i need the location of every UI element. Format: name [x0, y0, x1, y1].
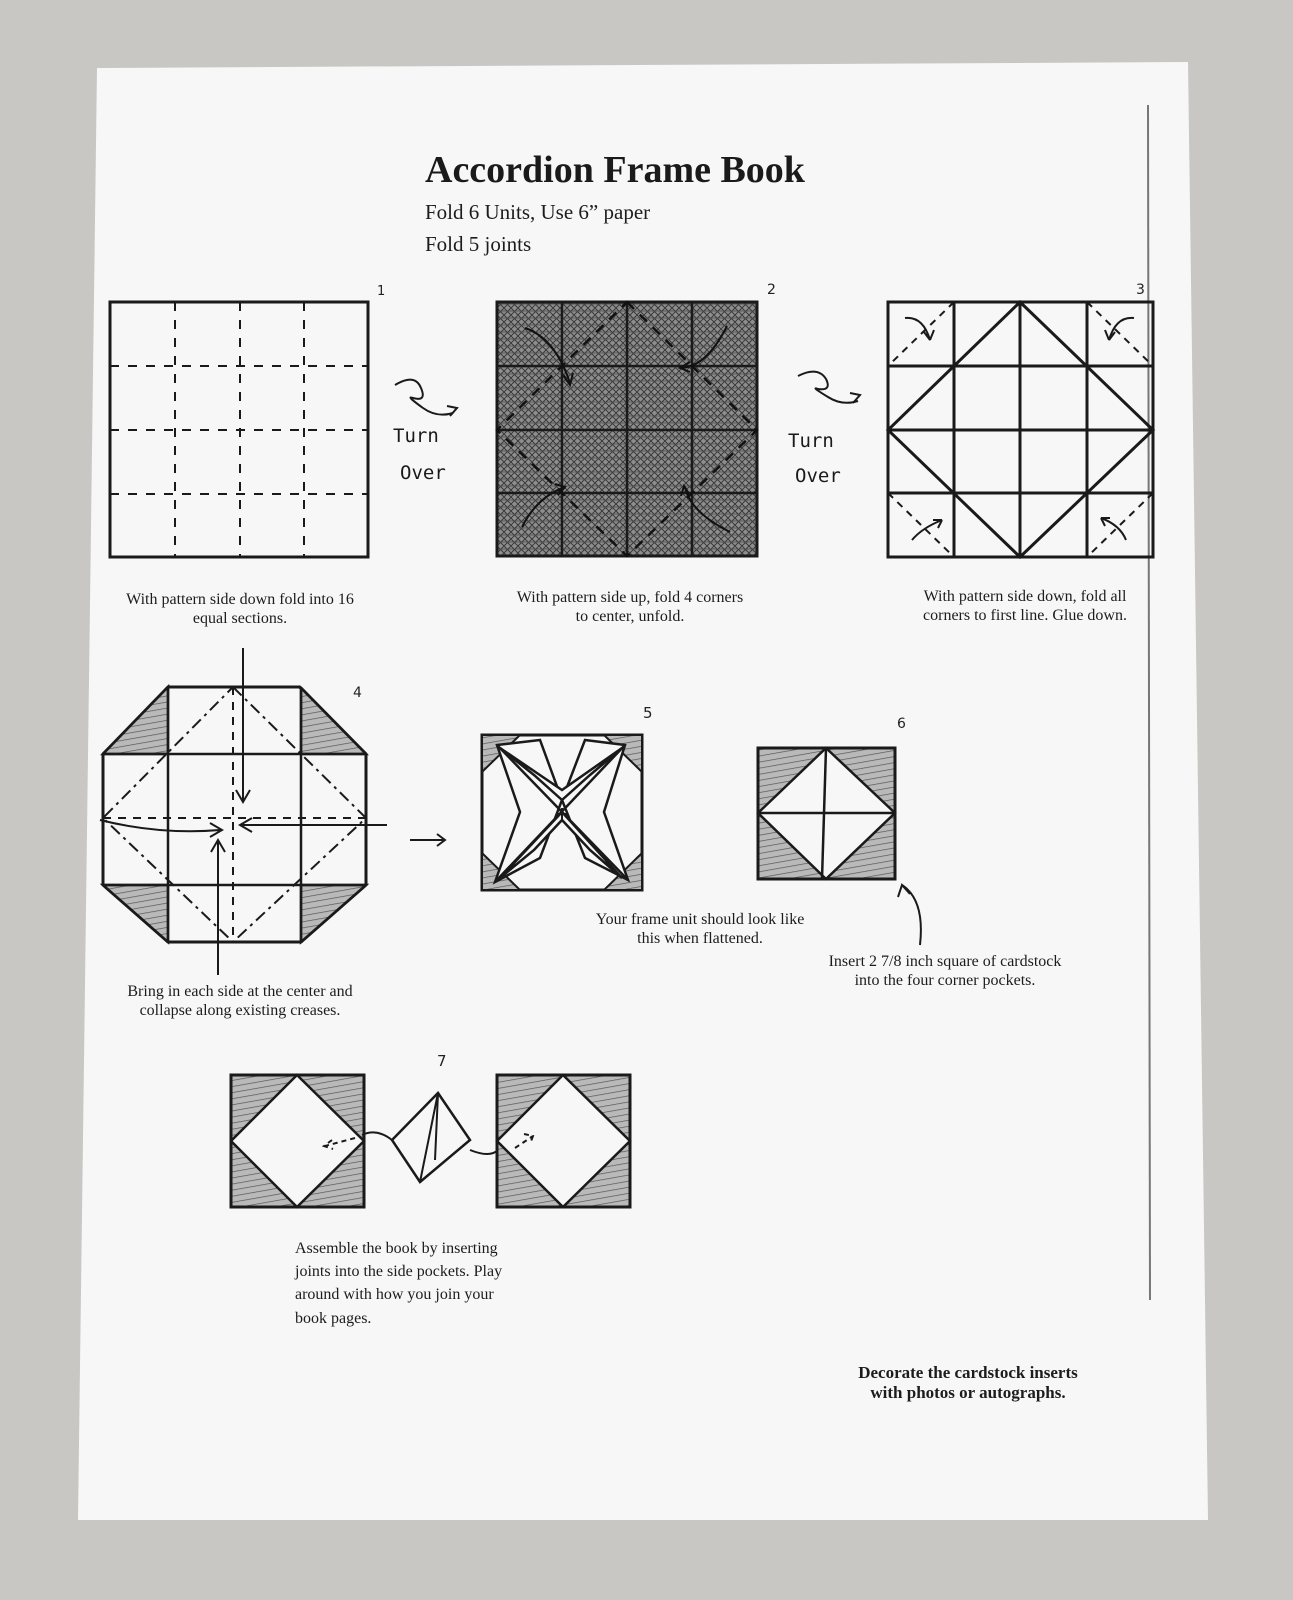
subtitle-line-2: Fold 5 joints [425, 232, 532, 256]
step-2-diagram [497, 302, 757, 556]
step-1-caption: With pattern side down fold into 16 equal sections. [126, 591, 354, 628]
turn-over-label-2a: Turn [788, 430, 834, 452]
footer-note: Decorate the cardstock inserts with photos or autographs. [858, 1363, 1078, 1403]
step-3-number: 3 [1136, 282, 1145, 298]
step-3-caption: With pattern side down, fold all corners to first line. Glue down. [923, 588, 1127, 625]
step-6-caption: Insert 2 7/8 inch square of cardstock into the four corner pockets. [828, 953, 1062, 990]
step-4-caption: Bring in each side at the center and collapse along existing creases. [127, 983, 353, 1020]
step-1-number: 1 [377, 284, 386, 299]
step-5-caption: Your frame unit should look like this when flattened. [595, 911, 805, 948]
step-6-number: 6 [897, 716, 906, 732]
step-2-number: 2 [767, 282, 776, 298]
turn-over-label-1a: Turn [393, 425, 439, 447]
step-7-number: 7 [437, 1052, 447, 1070]
step-5-number: 5 [643, 704, 653, 722]
step-7-caption: Assemble the book by inserting joints into the side pockets. Play around with how you join your book pages. [295, 1240, 503, 1327]
step-2-caption: With pattern side up, fold 4 corners to center, unfold. [516, 589, 744, 626]
turn-over-label-2b: Over [795, 465, 841, 487]
page-title: Accordion Frame Book [425, 149, 805, 191]
step-4-number: 4 [353, 685, 362, 701]
subtitle-line-1: Fold 6 Units, Use 6” paper [425, 200, 651, 224]
turn-over-label-1b: Over [400, 462, 446, 484]
